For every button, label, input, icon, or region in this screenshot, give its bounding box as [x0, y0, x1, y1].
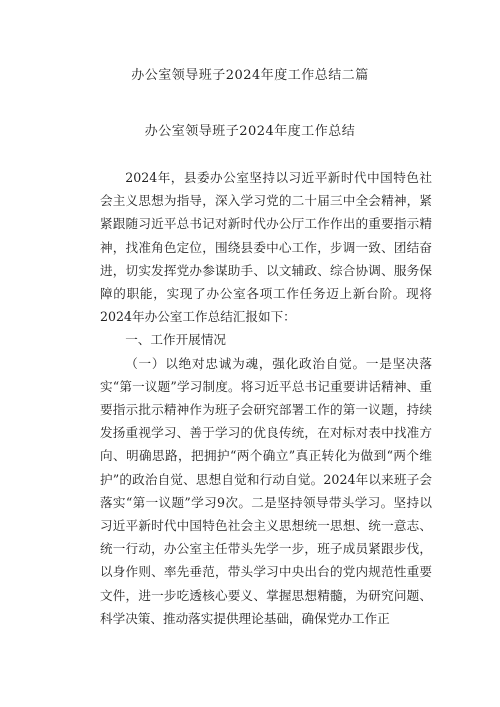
document-body — [100, 166, 432, 630]
document-title: 办公室领导班子2024年度工作总结二篇 — [131, 68, 369, 83]
document-subtitle: 办公室领导班子2024年度工作总结 — [144, 124, 356, 139]
section-paragraph: （一）以绝对忠诚为魂，强化政治自觉。一是坚决落实“第一议题”学习制度。将习近平总书记重要讲话精神、重要指示批示精神作为班子会研究部署工作的第一议题，持续发扬重视学习、善于学习的优良传统，在对标对表中找准方向、明确思路，把拥护“两个确立”真正转化为做到“两个维护”的政治自觉、思想自觉和行动自觉。2024年以来班子会落实“第一议题”学习9次。二是坚持领导带头学习。坚持以习近平新时代中国特色社会主义思想统一思想、统一意志、统一行动，办公室主任带头先学一步，班子成员紧跟步伐，以身作则、率先垂范，带头学习中央出台的党内规范性重要文件，进一步吃透核心要义、掌握思想精髓，为研究问题、科学决策、推动落实提供理论基础，确保党办工作正 — [100, 355, 432, 626]
intro-paragraph: 2024年，县委办公室坚持以习近平新时代中国特色社会主义思想为指导，深入学习党的二十届三中全会精神，紧紧跟随习近平总书记对新时代办公厅工作作出的重要指示精神，找准角色定位，围绕县委中心工作，步调一致、团结奋进，切实发挥党办参谋助手、以文辅政、综合协调、服务保障的职能，实现了办公室各项工作任务迈上新台阶。现将2024年办公室工作总结汇报如下： — [100, 170, 432, 325]
section-heading: 一、工作开展情况 — [125, 332, 226, 348]
